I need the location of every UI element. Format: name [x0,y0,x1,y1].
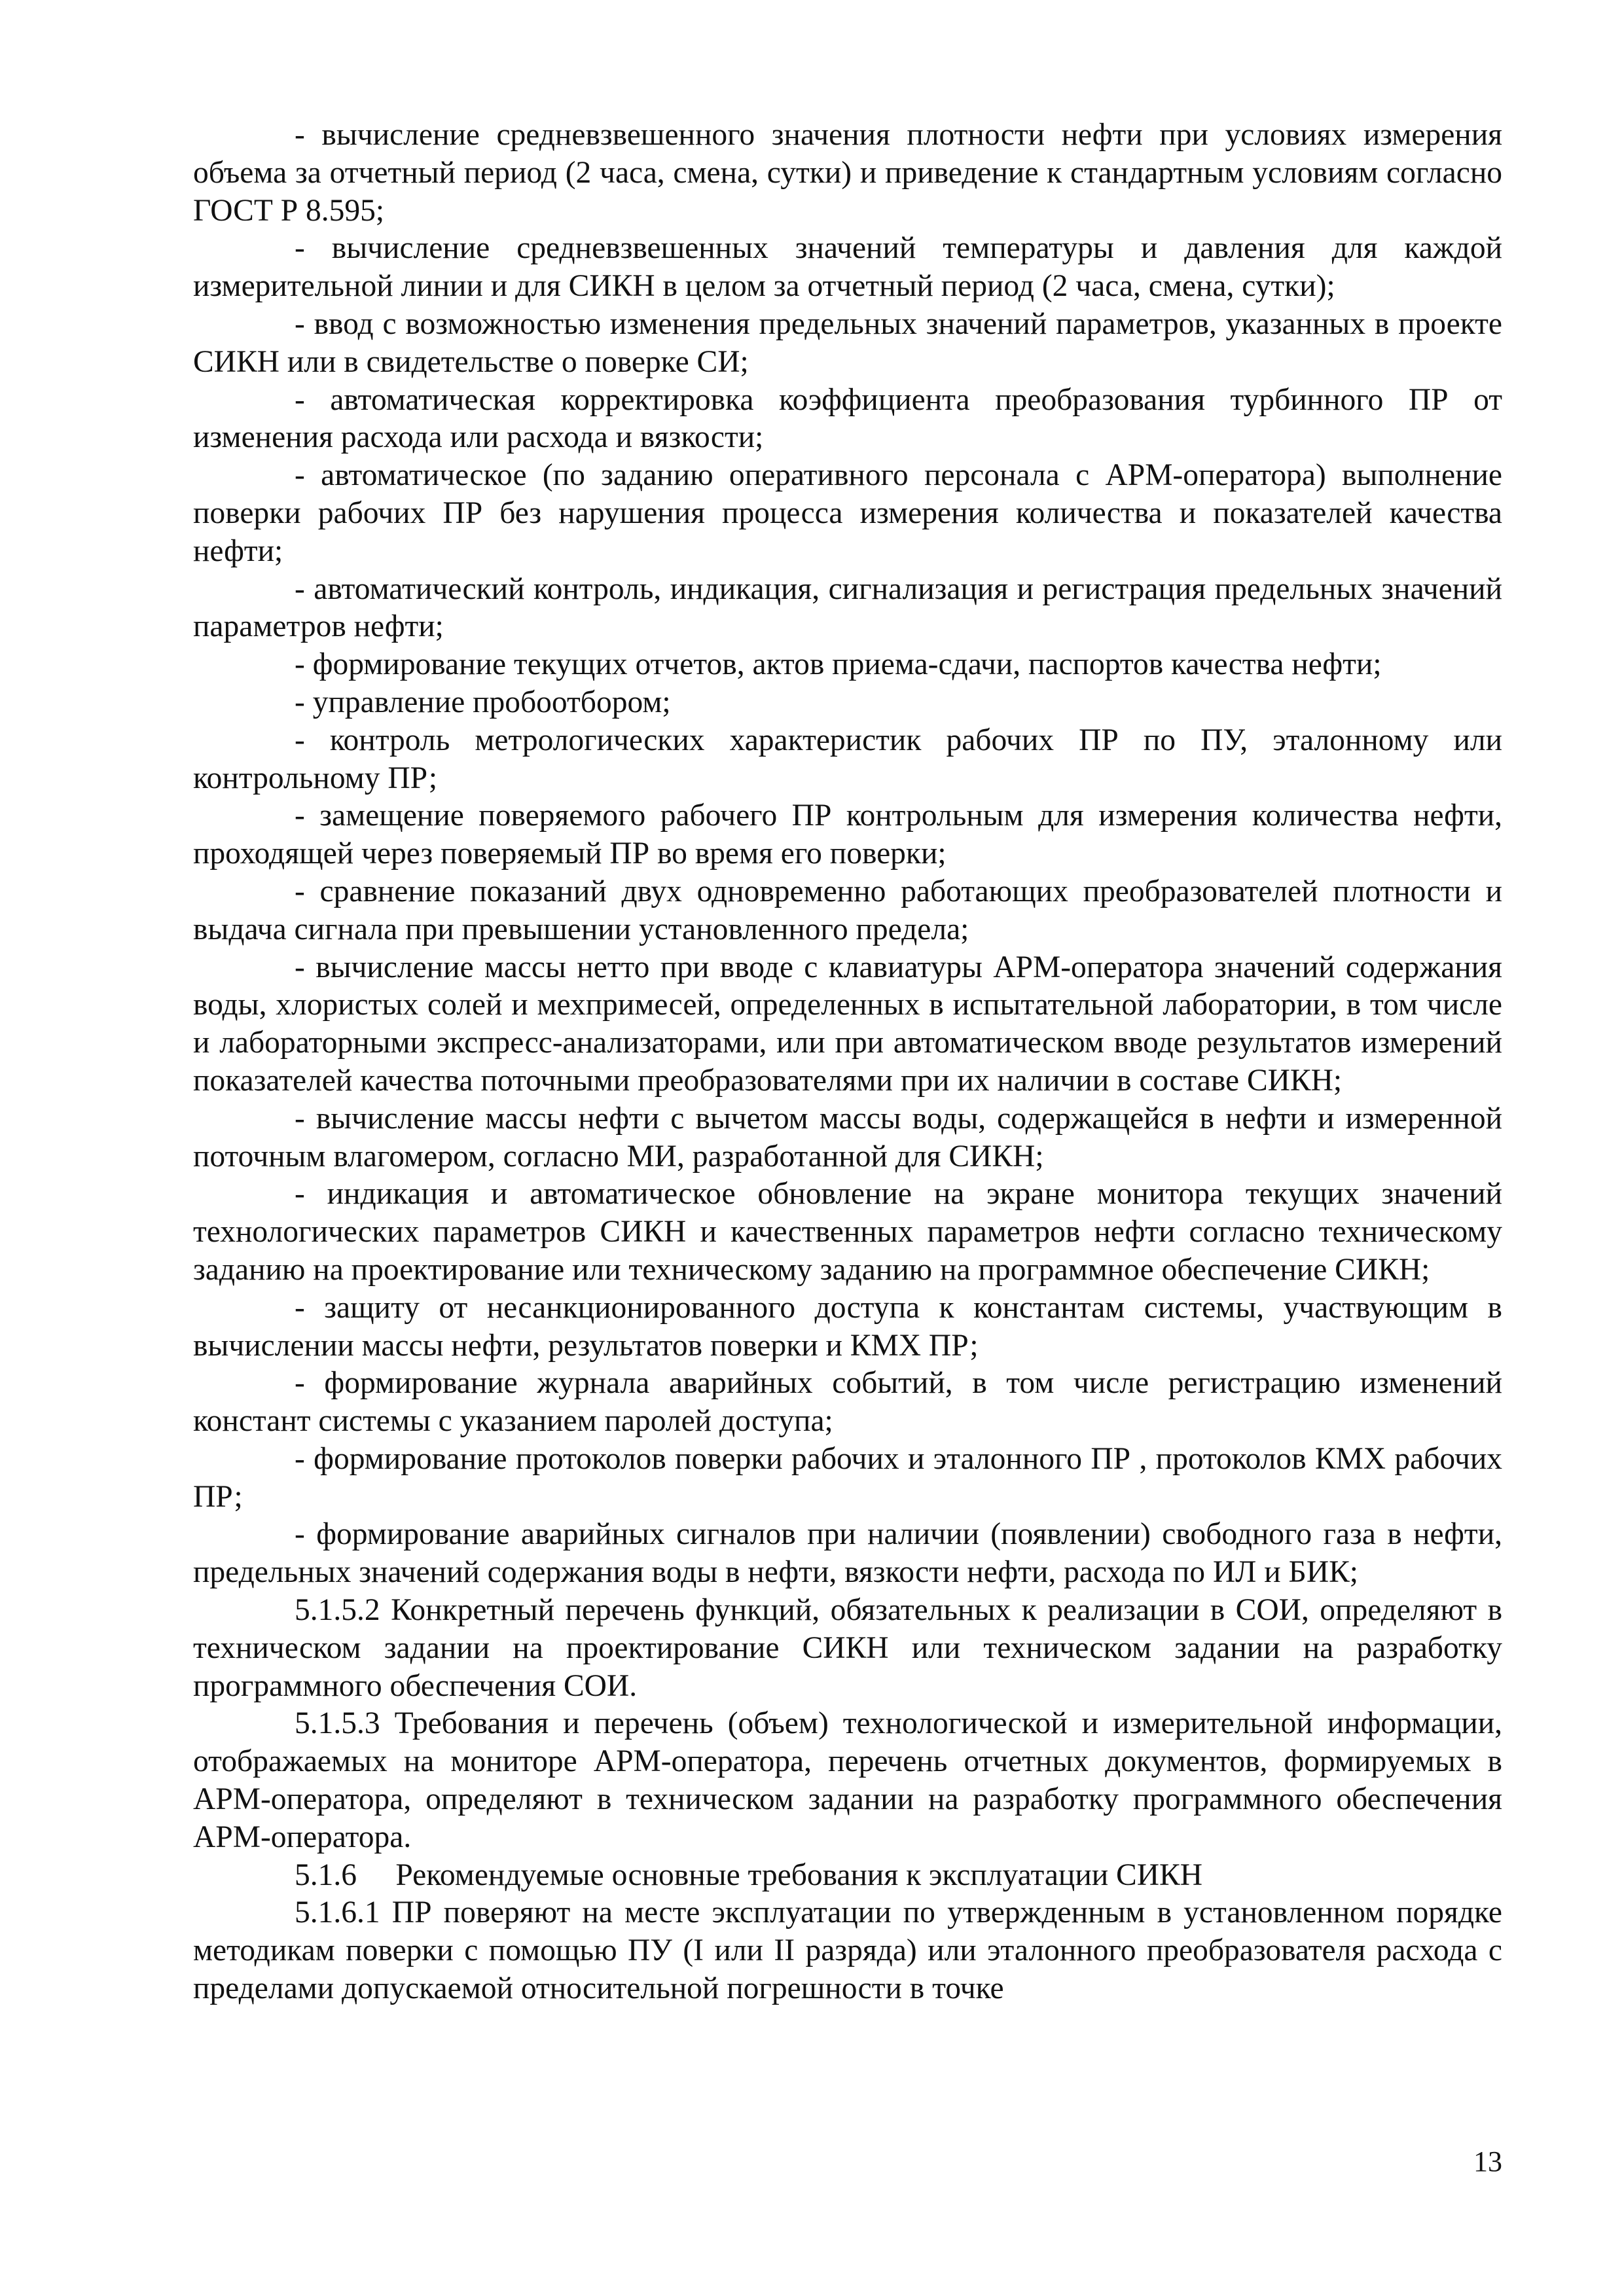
list-item: - формирование протоколов поверки рабочих и эталонного ПР , протоколов КМХ рабочих ПР; [193,1441,1502,1514]
page-number: 13 [1473,2145,1502,2178]
section-number: 5.1.6.1 [295,1895,380,1930]
list-item: - вычисление массы нефти с вычетом массы воды, содержащейся в нефти и измеренной поточным влагомером, согласно МИ, разработанной для СИКН; [193,1101,1502,1174]
list-item: - защиту от несанкционированного доступа к константам системы, участвующим в вычислении массы нефти, результатов поверки и КМХ ПР; [193,1290,1502,1363]
section-5-1-6-heading [193,1857,1502,1895]
list-item: - формирование журнала аварийных событий, в том числе регистрацию изменений констант системы с указанием паролей доступа; [193,1366,1502,1439]
section-number: 5.1.5.2 [295,1593,380,1628]
list-item: - вычисление массы нетто при вводе с клавиатуры АРМ-оператора значений содержания воды, хлористых солей и мехпримесей, определенных в испытательной лаборатории, в том числе и лабораторными экспресс-анализаторами, или при автоматическом вводе результатов измерений показателей качества поточными преобразователями при их наличии в составе СИКН; [193,950,1502,1098]
list-item: - вычисление средневзвешенных значений температуры и давления для каждой измерительной линии и для СИКН в целом за отчетный период (2 часа, смена, сутки); [193,231,1502,304]
section-number: 5.1.5.3 [295,1706,380,1741]
section-heading-text: Рекомендуемые основные требования к эксплуатации СИКН [395,1857,1203,1892]
section-5-1-5-3 [193,1705,1502,1856]
section-text: ПР поверяют на месте эксплуатации по утвержденным в установленном порядке методикам поверки с помощью ПУ (I или II разряда) или эталонного преобразователя расхода с пределами допускаемой относительной погрешности в точке [193,1895,1503,2006]
list-item: - замещение поверяемого рабочего ПР контрольным для измерения количества нефти, проходящей через поверяемый ПР во время его поверки; [193,798,1502,871]
section-number: 5.1.6 [295,1857,357,1892]
list-item: - сравнение показаний двух одновременно работающих преобразователей плотности и выдача сигнала при превышении установленного предела; [193,874,1502,946]
section-text: Требования и перечень (объем) технологической и измерительной информации, отображаемых на мониторе АРМ-оператора, перечень отчетных документов, формируемых в АРМ-оператора, определяют в техническом задании на разработку программного обеспечения АРМ-оператора. [193,1706,1502,1854]
list-item: - контроль метрологических характеристик рабочих ПР по ПУ, эталонному или контрольному ПР; [193,723,1502,795]
list-item: - ввод с возможностью изменения предельных значений параметров, указанных в проекте СИКН или в свидетельстве о поверке СИ; [193,306,1502,379]
list-item: - формирование текущих отчетов, актов приема-сдачи, паспортов качества нефти; [295,647,1382,682]
list-item: - формирование аварийных сигналов при наличии (появлении) свободного газа в нефти, предельных значений содержания воды в нефти, вязкости нефти, расхода по ИЛ и БИК; [193,1517,1502,1590]
section-text: Конкретный перечень функций, обязательных к реализации в СОИ, определяют в техническом задании на проектирование СИКН или техническом задании на разработку программного обеспечения СОИ. [193,1593,1503,1703]
list-item: - автоматическая корректировка коэффициента преобразования турбинного ПР от изменения расхода или расхода и вязкости; [193,382,1502,455]
list-item: - вычисление средневзвешенного значения плотности нефти при условиях измерения объема за отчетный период (2 часа, смена, сутки) и приведение к стандартным условиям согласно ГОСТ Р 8.595; [193,118,1502,228]
section-5-1-6-1 [193,1894,1502,2007]
list-item: - автоматический контроль, индикация, сигнализация и регистрация предельных значений параметров нефти; [193,571,1502,644]
list-item: - автоматическое (по заданию оперативного персонала с АРМ-оператора) выполнение поверки рабочих ПР без нарушения процесса измерения количества и показателей качества нефти; [193,458,1502,568]
section-5-1-5-2 [193,1592,1502,1705]
list-item: - индикация и автоматическое обновление на экране монитора текущих значений технологических параметров СИКН и качественных параметров нефти согласно техническому заданию на проектирование или техническому заданию на программное обеспечение СИКН; [193,1177,1502,1287]
document-body [193,117,1502,2008]
list-item: - управление пробоотбором; [295,685,671,719]
